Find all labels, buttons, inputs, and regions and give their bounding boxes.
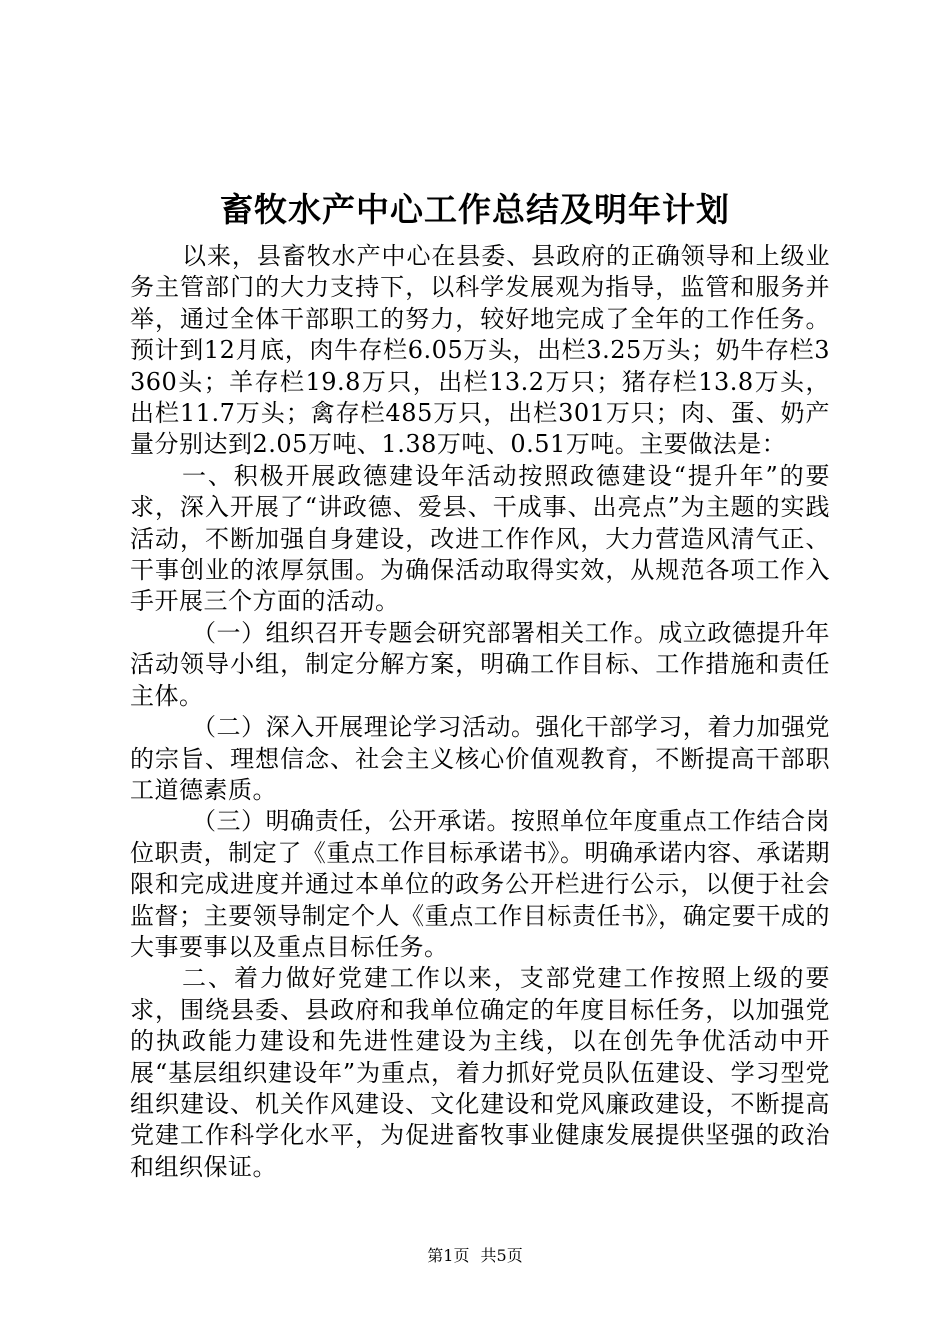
page-count: 共5页 bbox=[480, 1246, 523, 1265]
paragraph-section-one: 一、积极开展政德建设年活动按照政德建设“提升年”的要求，深入开展了“讲政德、爱县、干成事、出亮点”为主题的实践活动，不断加强自身建设，改进工作作风，大力营造风清气正、干事创业的浓厚氛围。为确保活动取得实效，从规范各项工作入手开展三个方面的活动。 bbox=[130, 461, 830, 616]
paragraph-item-three: （三）明确责任，公开承诺。按照单位年度重点工作结合岗位职责，制定了《重点工作目标承诺书》。明确承诺内容、承诺期限和完成进度并通过本单位的政务公开栏进行公示，以便于社会监督；主要领导制定个人《重点工作目标责任书》，确定要干成的大事要事以及重点目标任务。 bbox=[130, 807, 830, 961]
page-footer bbox=[0, 1244, 950, 1268]
document-title: 畜牧水产中心工作总结及明年计划 bbox=[220, 190, 730, 229]
page-number: 第1页 bbox=[427, 1246, 470, 1265]
document-body bbox=[130, 241, 830, 1183]
paragraph-item-one: （一）组织召开专题会研究部署相关工作。成立政德提升年活动领导小组，制定分解方案，明确工作目标、工作措施和责任主体。 bbox=[130, 618, 830, 710]
paragraph-section-two: 二、着力做好党建工作以来，支部党建工作按照上级的要求，围绕县委、县政府和我单位确定的年度目标任务，以加强党的执政能力建设和先进性建设为主线，以在创先争优活动中开展“基层组织建设年”为重点，着力抓好党员队伍建设、学习型党组织建设、机关作风建设、文化建设和党风廉政建设，不断提高党建工作科学化水平，为促进畜牧事业健康发展提供坚强的政治和组织保证。 bbox=[130, 964, 830, 1181]
paragraph-item-two: （二）深入开展理论学习活动。强化干部学习，着力加强党的宗旨、理想信念、社会主义核心价值观教育，不断提高干部职工道德素质。 bbox=[130, 713, 830, 804]
paragraph-intro: 以来，县畜牧水产中心在县委、县政府的正确领导和上级业务主管部门的大力支持下，以科学发展观为指导，监管和服务并举，通过全体干部职工的努力，较好地完成了全年的工作任务。预计到12月底，肉牛存栏6.05万头，出栏3.25万头；奶牛存栏3360头；羊存栏19.8万只，出栏13.2万只；猪存栏13.8万头，出栏11.7万头；禽存栏485万只，出栏301万只；肉、蛋、奶产量分别达到2.05万吨、1.38万吨、0.51万吨。主要做法是： bbox=[130, 242, 830, 459]
